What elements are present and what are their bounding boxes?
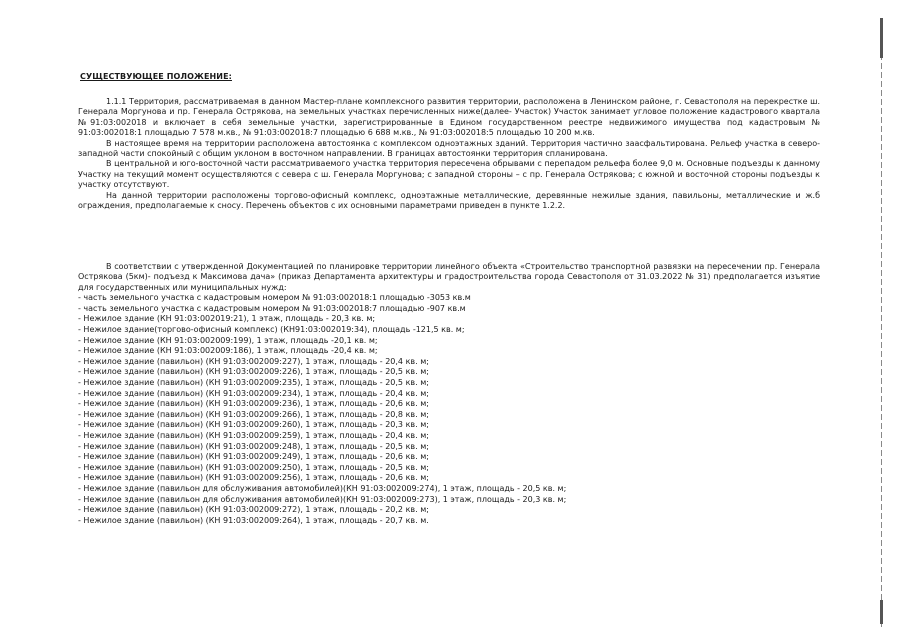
- list-item: - Нежилое здание (павильон) (КН 91:03:002009:249), 1 этаж, площадь - 20,6 кв. м;: [78, 452, 429, 462]
- list-item: - Нежилое здание (павильон) (КН 91:03:002009:266), 1 этаж, площадь - 20,8 кв. м;: [78, 409, 429, 419]
- paragraph-5: В соответствии с утвержденной Документацией по планировке территории линейного объекта «Строительство транспортной развязки на пересечении пр. Генерала Острякова (5км)- подъезд к Максимова дача» (приказ Департамента архитектуры и градостроительства города Севастополя от 31.03.2022 № 31) предполагается изъятие для государственных или муниципальных нужд:: [78, 262, 820, 292]
- paragraph-3: В центральной и юго-восточной части рассматриваемого участка территория пересечена обрывами с перепадом рельефа более 9,0 м. Основные подъезды к данному Участку на текущий момент осуществляются с севера с ш. Генерала Моргунова; с западной стороны – с пр. Генерала Острякова; с южной и восточной стороны подъезды к участку отсутствуют.: [78, 159, 820, 190]
- paragraph-4: На данной территории расположены торгово-офисный комплекс, одноэтажные металлические, деревянные нежилые здания, павильоны, металлические и ж.б ограждения, предполагаемые к сносу. Перечень объектов с их основными параметрами приведен в пункте 1.2.2.: [78, 190, 820, 211]
- list-item: - Нежилое здание (павильон) (КН 91:03:002009:272), 1 этаж, площадь - 20,2 кв. м;: [78, 505, 429, 515]
- page-edge-mark: [880, 18, 883, 58]
- list-item: - Нежилое здание (КН 91:03:002019:21), 1 этаж, площадь - 20,3 кв. м;: [78, 314, 376, 324]
- list-item: - Нежилое здание (павильон) (КН 91:03:002009:227), 1 этаж, площадь - 20,4 кв. м;: [78, 356, 429, 366]
- list-item: - Нежилое здание (павильон для обслуживания автомобилей)(КН 91:03:002009:274), 1 этаж, площадь - 20,5 кв. м;: [78, 483, 567, 493]
- list-item: - Нежилое здание(торгово-офисный комплекс) (КН91:03:002019:34), площадь -121,5 кв. м;: [78, 325, 465, 334]
- list-item: - Нежилое здание (павильон) (КН 91:03:002009:236), 1 этаж, площадь - 20,6 кв. м;: [78, 399, 429, 409]
- list-item: - Нежилое здание (павильон) (КН 91:03:002009:259), 1 этаж, площадь - 20,4 кв. м;: [78, 430, 429, 440]
- list-item: - Нежилое здание (павильон для обслуживания автомобилей)(КН 91:03:002009:273), 1 этаж, площадь - 20,3 кв. м;: [78, 494, 567, 504]
- objects-list: [78, 293, 820, 526]
- section-heading: СУЩЕСТВУЮЩЕЕ ПОЛОЖЕНИЕ:: [80, 72, 232, 81]
- paragraph-2: В настоящее время на территории расположена автостоянка с комплексом одноэтажных зданий. Территория частично заасфальтирована. Рельеф участка в северо-западной части спокойный с общим уклоном в восточном направлении. В границах автостоянки территория спланирована.: [78, 138, 820, 159]
- list-item: - часть земельного участка с кадастровым номером № 91:03:002018:1 площадью -3053 кв.м: [78, 293, 471, 303]
- list-item: - Нежилое здание (павильон) (КН 91:03:002009:250), 1 этаж, площадь - 20,5 кв. м;: [78, 462, 429, 472]
- paragraph-1: 1.1.1 Территория, рассматриваемая в данном Мастер-плане комплексного развития территории, расположена в Ленинском районе, г. Севастополя на перекрестке ш. Генерала Моргунова и пр. Генерала Острякова, на земельных участках перечисленных ниже(далее- Участок) Участок занимает угловое положение кадастрового квартала №91:03:002018 и включает в себя земельные участки, зарегистрированные в Едином государственном реестре недвижимого имущества под кадастровым № 91:03:002018:1 площадью 7 578 м.кв., № 91:03:002018:7 площадью 6 688 м.кв., № 91:03:002018:5 площадью 10 200 м.кв.: [78, 97, 820, 138]
- list-item: - Нежилое здание (павильон) (КН 91:03:002009:248), 1 этаж, площадь - 20,5 кв. м;: [78, 441, 429, 451]
- page-edge-line: [881, 18, 882, 628]
- list-item: - часть земельного участка с кадастровым номером № 91:03:002018:7 площадью -907 кв.м: [78, 303, 466, 313]
- list-item: - Нежилое здание (павильон) (КН 91:03:002009:264), 1 этаж, площадь - 20,7 кв. м.: [78, 515, 429, 525]
- seizure-section: [78, 262, 820, 526]
- list-item: - Нежилое здание (павильон) (КН 91:03:002009:226), 1 этаж, площадь - 20,5 кв. м;: [78, 367, 429, 377]
- list-item: - Нежилое здание (павильон) (КН 91:03:002009:235), 1 этаж, площадь - 20,5 кв. м;: [78, 377, 429, 387]
- list-item: - Нежилое здание (КН 91:03:002009:199), 1 этаж, площадь -20,1 кв. м;: [78, 335, 378, 345]
- page-edge-mark: [880, 600, 883, 624]
- list-item: - Нежилое здание (павильон) (КН 91:03:002009:260), 1 этаж, площадь - 20,3 кв. м;: [78, 420, 429, 430]
- list-item: - Нежилое здание (павильон) (КН 91:03:002009:256), 1 этаж, площадь - 20,6 кв. м;: [78, 473, 429, 483]
- list-item: - Нежилое здание (КН 91:03:002009:186), 1 этаж, площадь -20,4 кв. м;: [78, 346, 378, 356]
- body-text: [78, 97, 820, 211]
- list-item: - Нежилое здание (павильон) (КН 91:03:002009:234), 1 этаж, площадь - 20,4 кв. м;: [78, 388, 429, 398]
